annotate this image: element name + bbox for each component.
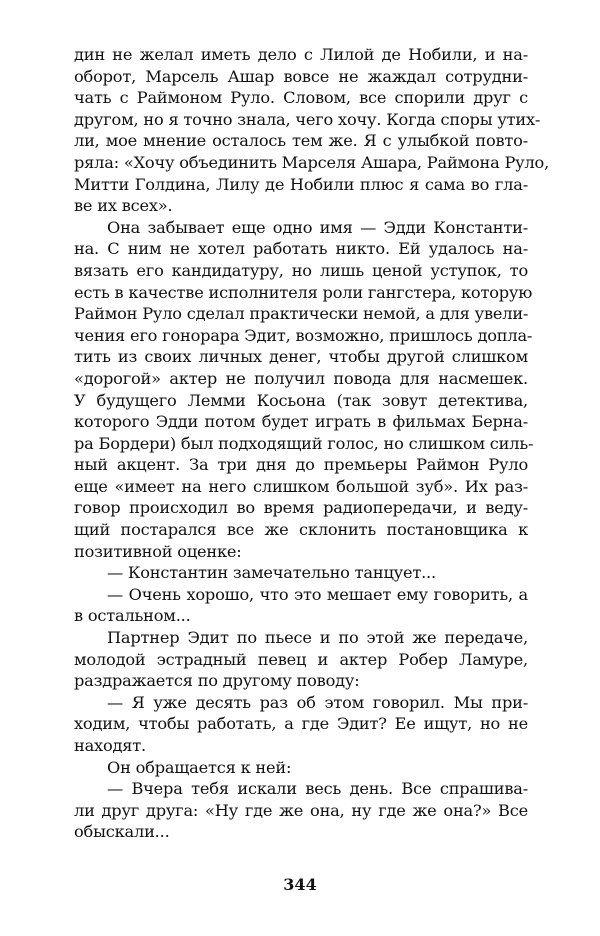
text-line: — Вчера тебя искали весь день. Все спрашива- xyxy=(107,779,528,799)
text-line: в остальном... xyxy=(74,606,191,626)
text-line: вязать его кандидатуру, но лишь ценой уступок, то xyxy=(74,260,528,280)
text-line: ве их всех». xyxy=(74,196,173,216)
text-line: чения его гонорара Эдит, возможно, пришлось допла- xyxy=(74,325,533,345)
text-line: молодой эстрадный певец и актер Робер Ламуре, xyxy=(74,649,528,669)
text-line: — Я уже десять раз об этом говорил. Мы при- xyxy=(107,692,528,712)
text-line: оборот, Марсель Ашар вовсе не жаждал сотрудни- xyxy=(74,66,528,86)
text-line: У будущего Лемми Косьона (так зовут детектива, xyxy=(74,390,528,410)
text-line: Он обращается к ней: xyxy=(107,757,292,777)
book-page-text xyxy=(74,44,550,843)
text-line: «дорогой» актер не получил повода для насмешек. xyxy=(74,368,528,388)
text-line: ра Бордери) был подходящий голос, но слишком силь- xyxy=(74,433,534,453)
text-line: находят. xyxy=(74,736,146,755)
text-line: ли друг друга: «Ну где же она, ну где же она?» Все xyxy=(74,800,528,820)
page-number: 344 xyxy=(283,875,317,894)
text-line: раздражается по другому поводу: xyxy=(74,671,360,691)
text-line: ряла: «Хочу объединить Марселя Ашара, Раймона Руло, xyxy=(74,152,550,172)
text-line: позитивной оценке: xyxy=(74,541,242,561)
text-line: Партнер Эдит по пьесе и по этой же передаче, xyxy=(107,628,528,648)
text-line: которого Эдди потом будет играть в фильмах Берна- xyxy=(74,412,528,432)
text-line: ли, мое мнение осталось тем же. Я с улыбкой повто- xyxy=(74,131,528,151)
text-line: Она забывает еще одно имя — Эдди Константи- xyxy=(107,217,528,237)
text-line: Раймон Руло сделал практически немой, а для увели- xyxy=(74,304,529,324)
text-line: говор происходил во время радиопередачи, и веду- xyxy=(74,498,528,518)
text-line: чать с Раймоном Руло. Словом, все спорили друг с xyxy=(74,88,528,108)
text-line: еще «имеет на него слишком большой зуб». Их раз- xyxy=(74,476,528,496)
text-line: тить из своих личных денег, чтобы другой слишком xyxy=(74,347,528,367)
text-line: на. С ним не хотел работать никто. Ей удалось на- xyxy=(74,239,528,259)
text-line: дин не желал иметь дело с Лилой де Нобили, и на- xyxy=(74,45,528,64)
text-line: — Константин замечательно танцует... xyxy=(107,563,436,583)
text-line: ходим, чтобы работать, а где Эдит? Ее ищут, но не xyxy=(74,714,528,734)
text-line: обыскали... xyxy=(74,822,170,842)
text-line: щий постарался все же склонить постановщика к xyxy=(74,520,528,540)
text-line: Митти Голдина, Лилу де Нобили плюс я сама во гла- xyxy=(74,174,528,194)
text-line: другом, но я точно знала, чего хочу. Когда споры утих- xyxy=(74,109,541,129)
text-line: есть в качестве исполнителя роли гангстера, которую xyxy=(74,282,533,302)
text-line: ный акцент. За три дня до премьеры Раймон Руло xyxy=(74,455,528,475)
text-line: — Очень хорошо, что это мешает ему говорить, а xyxy=(107,584,528,604)
